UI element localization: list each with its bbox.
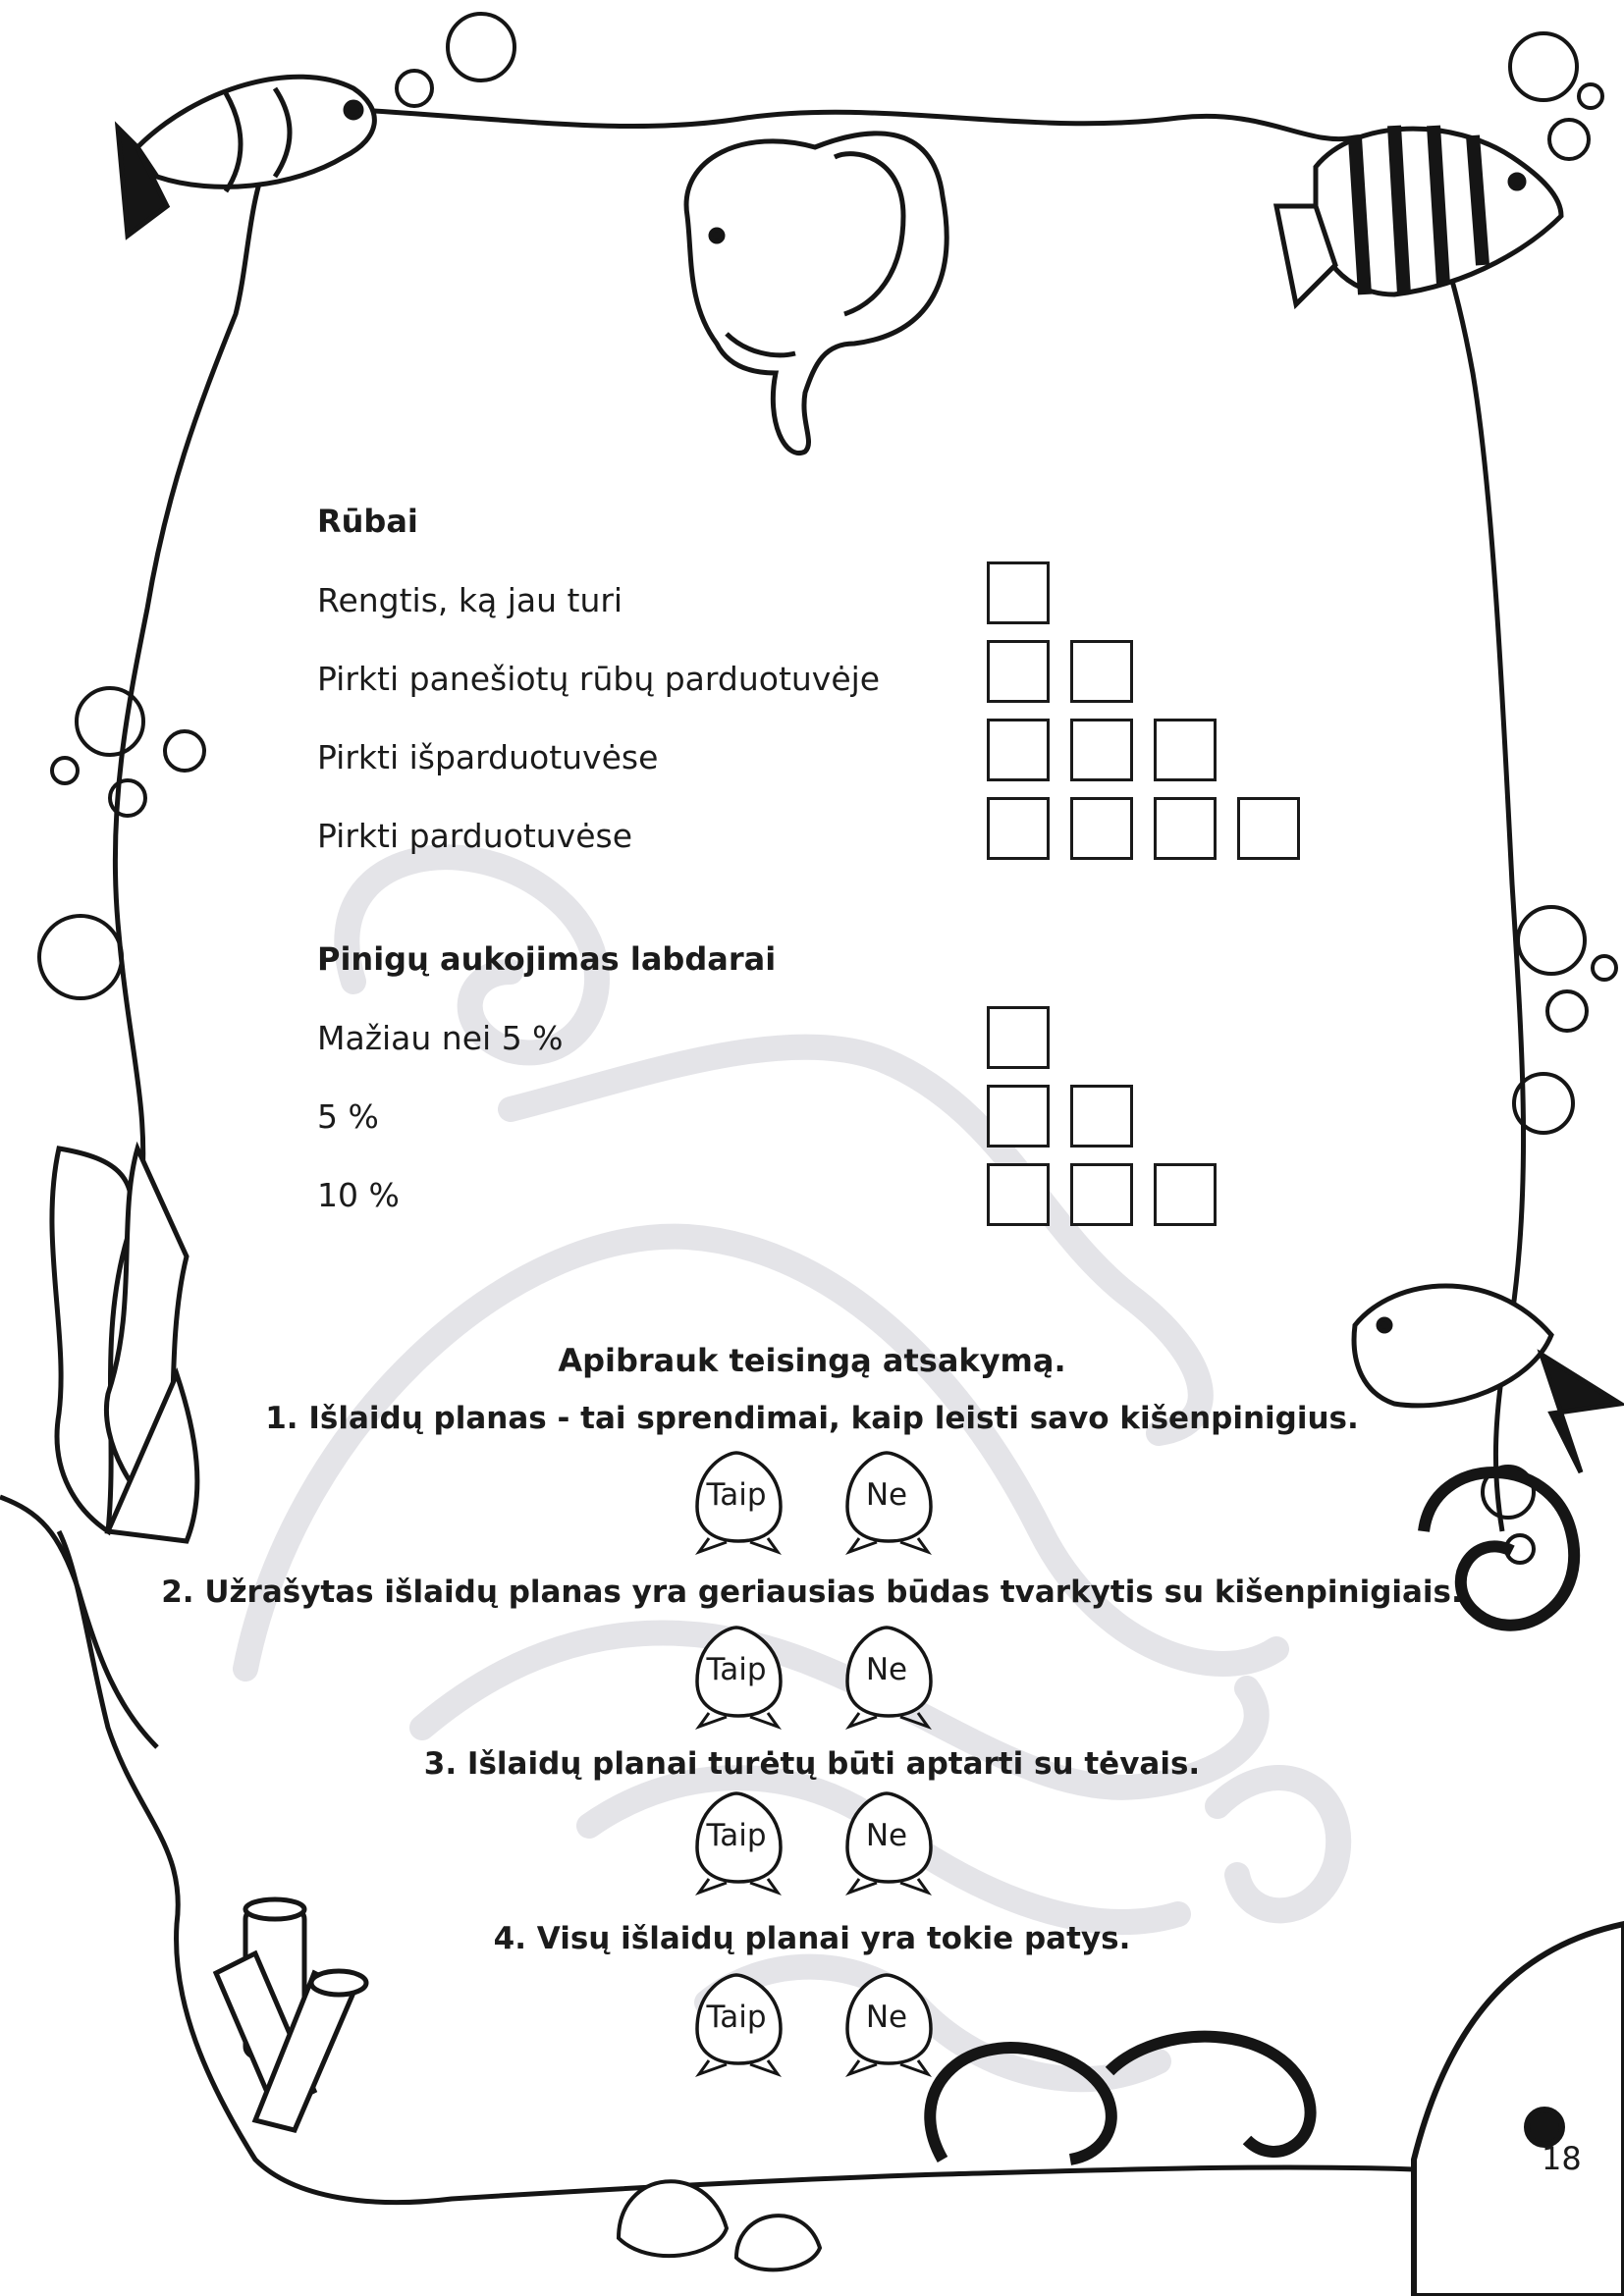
answer-no-shell[interactable]	[838, 1448, 946, 1556]
answer-no-shell[interactable]	[838, 1789, 946, 1896]
quiz-question: 4. Visų išlaidų planai yra tokie patys.	[493, 1921, 1131, 1956]
option-label: Rengtis, ką jau turi	[317, 581, 623, 619]
option-label: 10 %	[317, 1176, 400, 1214]
quiz-title: Apibrauk teisingą atsakymą.	[558, 1342, 1066, 1379]
answer-yes-label: Taip	[706, 2000, 767, 2035]
checkbox[interactable]	[1154, 719, 1217, 781]
checkbox[interactable]	[1070, 640, 1133, 703]
section-heading-clothes: Rūbai	[317, 503, 418, 540]
option-label: 5 %	[317, 1097, 379, 1136]
answer-yes-shell[interactable]	[687, 1970, 795, 2078]
answer-no-label: Ne	[865, 1652, 908, 1687]
answer-yes-label: Taip	[706, 1818, 767, 1853]
checkbox[interactable]	[987, 797, 1050, 860]
checkbox[interactable]	[987, 1006, 1050, 1069]
option-label: Pirkti parduotuvėse	[317, 817, 633, 855]
checkbox[interactable]	[1154, 1163, 1217, 1226]
option-label: Mažiau nei 5 %	[317, 1019, 564, 1057]
elephant-icon	[686, 133, 947, 454]
answer-yes-label: Taip	[706, 1477, 767, 1513]
checkbox[interactable]	[1070, 797, 1133, 860]
quiz-question: 2. Užrašytas išlaidų planas yra geriausias būdas tvarkytis su kišenpinigiais.	[161, 1575, 1463, 1610]
striped-fish-icon	[1276, 126, 1561, 304]
section-heading-charity: Pinigų aukojimas labdarai	[317, 940, 777, 978]
answer-yes-shell[interactable]	[687, 1789, 795, 1896]
checkbox[interactable]	[1237, 797, 1300, 860]
checkbox[interactable]	[987, 640, 1050, 703]
checkbox[interactable]	[1154, 797, 1217, 860]
checkbox[interactable]	[1070, 1085, 1133, 1148]
page-number: 18	[1542, 2140, 1582, 2177]
answer-no-label: Ne	[865, 1477, 908, 1513]
clownfish-icon	[118, 77, 374, 236]
answer-yes-label: Taip	[706, 1652, 767, 1687]
quiz-question: 1. Išlaidų planas - tai sprendimai, kaip leisti savo kišenpinigius.	[265, 1401, 1359, 1436]
checkbox[interactable]	[987, 1085, 1050, 1148]
option-label: Pirkti išparduotuvėse	[317, 738, 659, 776]
answer-yes-shell[interactable]	[687, 1623, 795, 1731]
checkbox[interactable]	[987, 561, 1050, 624]
checkbox[interactable]	[1070, 1163, 1133, 1226]
checkbox[interactable]	[987, 719, 1050, 781]
answer-no-label: Ne	[865, 2000, 908, 2035]
seashell-icon	[619, 2181, 820, 2269]
checkbox[interactable]	[987, 1163, 1050, 1226]
checkbox[interactable]	[1070, 719, 1133, 781]
answer-no-shell[interactable]	[838, 1970, 946, 2078]
answer-yes-shell[interactable]	[687, 1448, 795, 1556]
option-label: Pirkti panešiotų rūbų parduotuvėje	[317, 660, 881, 698]
answer-no-label: Ne	[865, 1818, 908, 1853]
answer-no-shell[interactable]	[838, 1623, 946, 1731]
quiz-question: 3. Išlaidų planai turėtų būti aptarti su tėvais.	[423, 1746, 1201, 1782]
fish-icon	[1354, 1286, 1620, 1472]
